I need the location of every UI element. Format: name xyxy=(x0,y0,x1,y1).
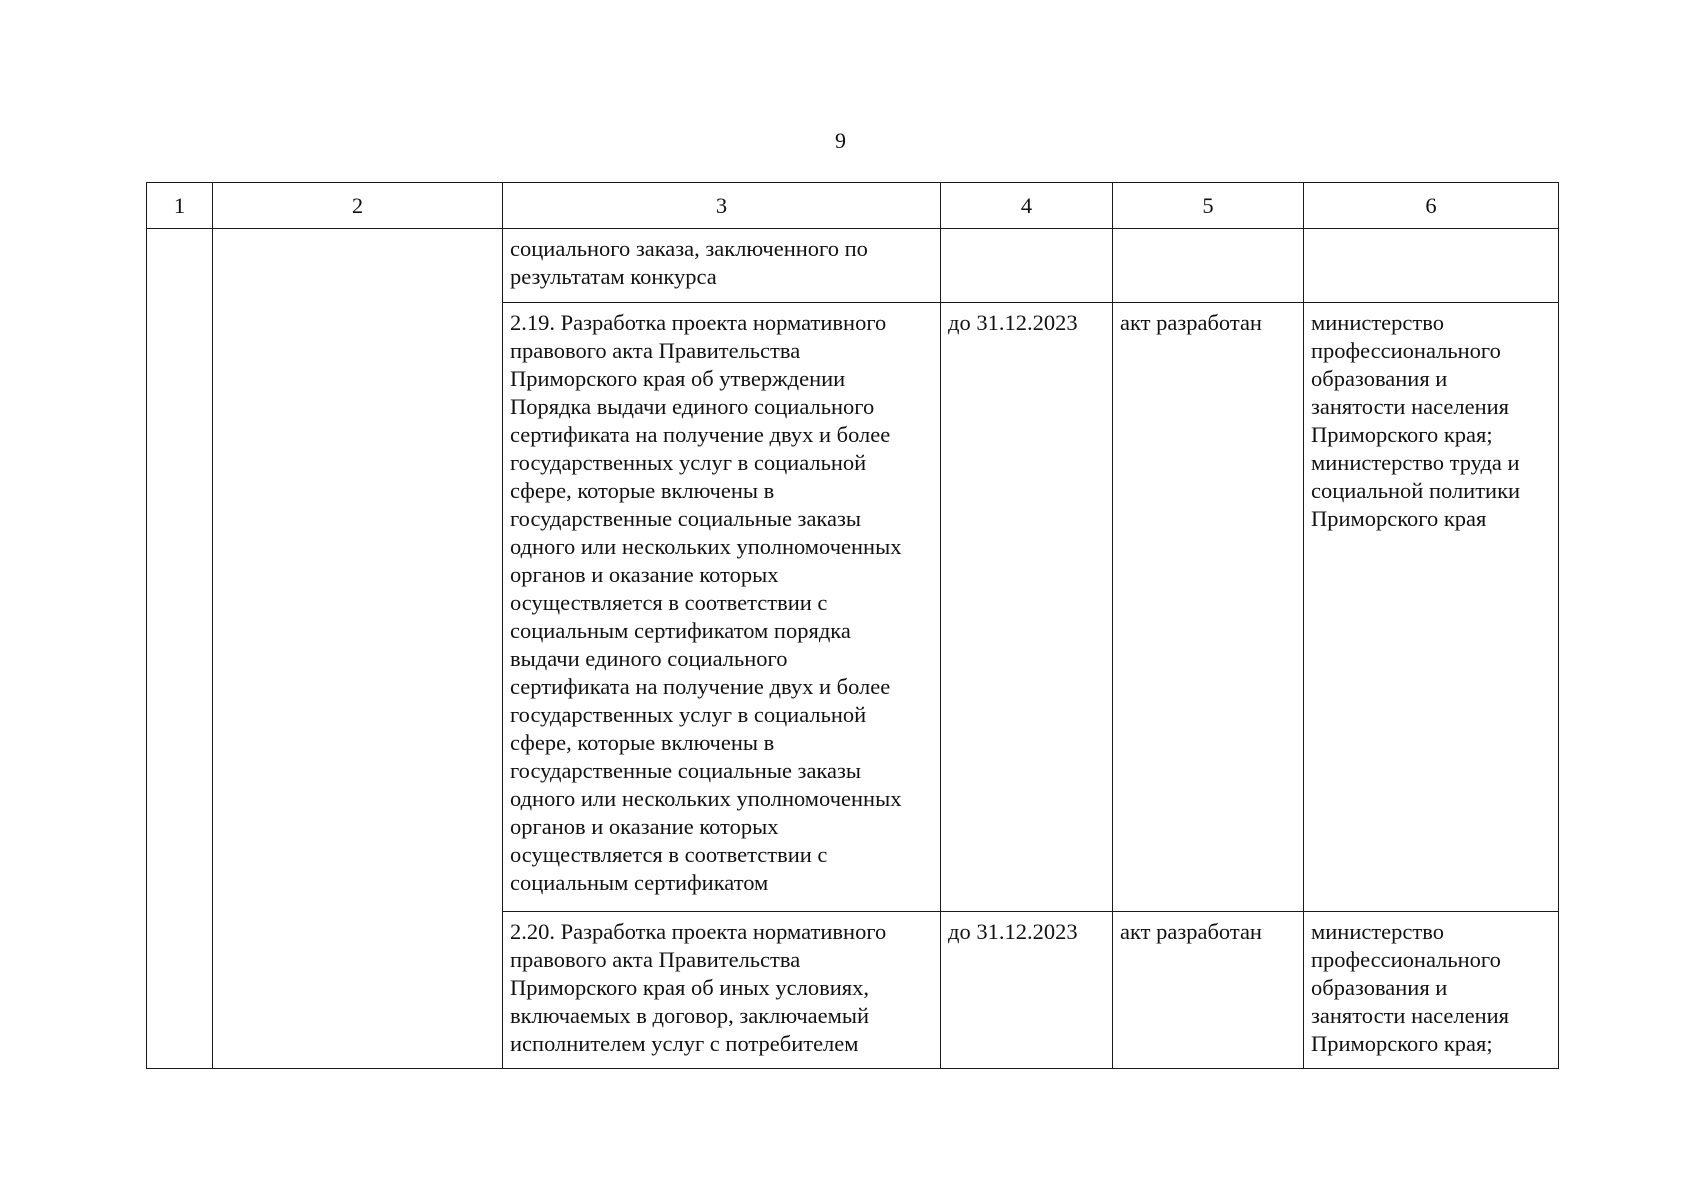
column-header-3: 3 xyxy=(503,183,941,229)
cell-deadline-2-20: до 31.12.2023 xyxy=(941,912,1113,1069)
column-header-2: 2 xyxy=(213,183,503,229)
column-header-5: 5 xyxy=(1113,183,1304,229)
column-header-1: 1 xyxy=(147,183,213,229)
page-number: 9 xyxy=(835,128,846,153)
column-header-4: 4 xyxy=(941,183,1113,229)
cell-result-2-19: акт разработан xyxy=(1113,303,1304,912)
cell-deadline-empty xyxy=(941,229,1113,303)
cell-result-2-20: акт разработан xyxy=(1113,912,1304,1069)
column-header-6: 6 xyxy=(1304,183,1559,229)
plan-table xyxy=(146,182,1559,1069)
cell-responsible-empty xyxy=(1304,229,1559,303)
table-row xyxy=(147,229,1559,303)
cell-col1-merged xyxy=(147,229,213,1069)
cell-measure-2-19: 2.19. Разработка проекта нормативного правового акта Правительства Приморского края об утверждении Порядка выдачи единого социального сертификата на получение двух и более государственных услуг в социальной сфере, которые включены в государственные социальные заказы одного или нескольких уполномоченных органов и оказание которых осуществляется в соответствии с социальным сертификатом порядка выдачи единого социального сертификата на получение двух и более государственных услуг в социальной сфере, которые включены в государственные социальные заказы одного или нескольких уполномоченных органов и оказание которых осуществляется в соответствии с социальным сертификатом xyxy=(503,303,941,912)
cell-responsible-2-20: министерство профессионального образования и занятости населения Приморского края; xyxy=(1304,912,1559,1069)
cell-result-empty xyxy=(1113,229,1304,303)
table-header-row xyxy=(147,183,1559,229)
cell-responsible-2-19: министерство профессионального образования и занятости населения Приморского края; министерство труда и социальной политики Приморского края xyxy=(1304,303,1559,912)
cell-measure-2-20: 2.20. Разработка проекта нормативного правового акта Правительства Приморского края об иных условиях, включаемых в договор, заключаемый исполнителем услуг с потребителем xyxy=(503,912,941,1069)
cell-measure-continued: социального заказа, заключенного по результатам конкурса xyxy=(503,229,941,303)
cell-col2-merged xyxy=(213,229,503,1069)
cell-deadline-2-19: до 31.12.2023 xyxy=(941,303,1113,912)
